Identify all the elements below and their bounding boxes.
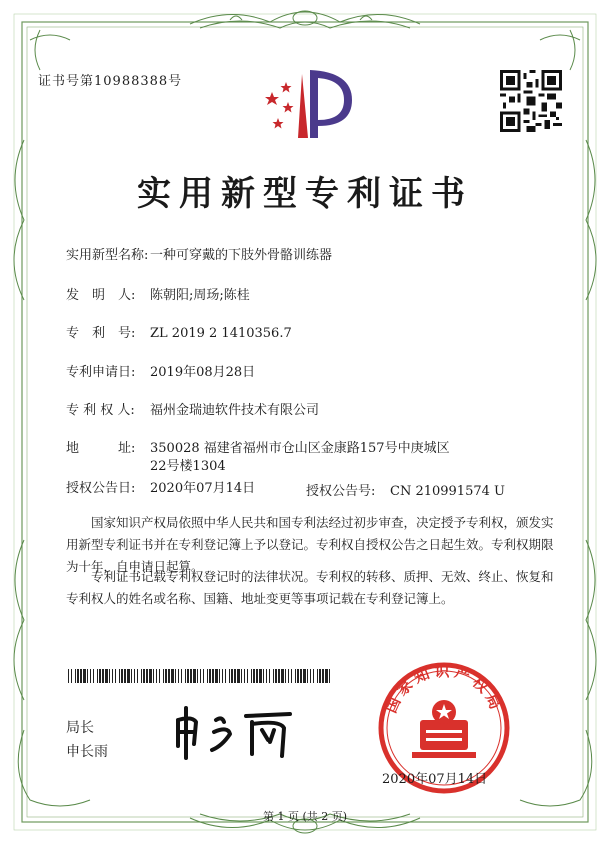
field-value: 一种可穿戴的下肢外骨骼训练器 xyxy=(150,248,333,263)
statement-paragraph: 国家知识产权局依照中华人民共和国专利法经过初步审查，决定授予专利权，颁发实用新型专利证书并在专利登记簿上予以登记。专利权自授权公告之日起生效。专利权期限为十年，自申请日起算。 xyxy=(66,515,554,574)
qr-code[interactable] xyxy=(500,70,562,132)
field-value: 2020年07月14日 xyxy=(150,481,256,496)
field-label: 专利申请日: xyxy=(66,365,136,380)
field-label: 地 址: xyxy=(66,441,136,456)
field-label: 授权公告日: xyxy=(66,481,136,496)
field-label: 授权公告号: xyxy=(306,484,376,499)
field-label: 专 利 号: xyxy=(66,326,136,341)
field-value: 2019年08月28日 xyxy=(150,365,256,380)
field-patentee xyxy=(66,402,319,420)
field-value: 陈朝阳;周玚;陈桂 xyxy=(150,288,250,303)
field-address xyxy=(66,440,466,480)
director-title: 局长 xyxy=(66,720,94,736)
field-value: CN 210991574 U xyxy=(390,484,505,499)
field-grant-number xyxy=(306,480,505,499)
field-inventors xyxy=(66,287,250,305)
field-value: ZL 2019 2 1410356.7 xyxy=(150,326,292,341)
field-patent-number xyxy=(66,325,292,343)
field-application-date xyxy=(66,364,255,382)
field-grant-date xyxy=(66,480,255,498)
patent-office-logo xyxy=(258,64,358,144)
field-label: 实用新型名称: xyxy=(66,248,149,263)
seal-date: 2020年07月14日 xyxy=(382,772,488,787)
field-value: 福州金瑞迪软件技术有限公司 xyxy=(150,403,320,418)
top-ornament xyxy=(190,11,420,28)
field-value: 350028 福建省福州市仓山区金康路157号中庚城区22号楼1304 xyxy=(150,441,450,474)
field-label: 发 明 人: xyxy=(66,288,136,303)
svg-text:国家知识产权局: 国家知识产权局 xyxy=(381,662,507,716)
certificate-number: 证书号第10988388号 xyxy=(38,74,183,89)
certificate-title: 实用新型专利证书 xyxy=(137,174,473,214)
barcode xyxy=(68,669,332,683)
director-signature xyxy=(170,702,310,762)
field-label: 专 利 权 人: xyxy=(66,403,135,418)
statement-paragraph: 专利证书记载专利权登记时的法律状况。专利权的转移、质押、无效、终止、恢复和专利权人的姓名或名称、国籍、地址变更等事项记载在专利登记簿上。 xyxy=(66,569,554,606)
right-ornament xyxy=(520,140,596,806)
director-name: 申长雨 xyxy=(66,744,108,760)
page-number: 第 1 页 (共 2 页) xyxy=(262,810,348,823)
field-utility-model-name xyxy=(66,247,332,265)
